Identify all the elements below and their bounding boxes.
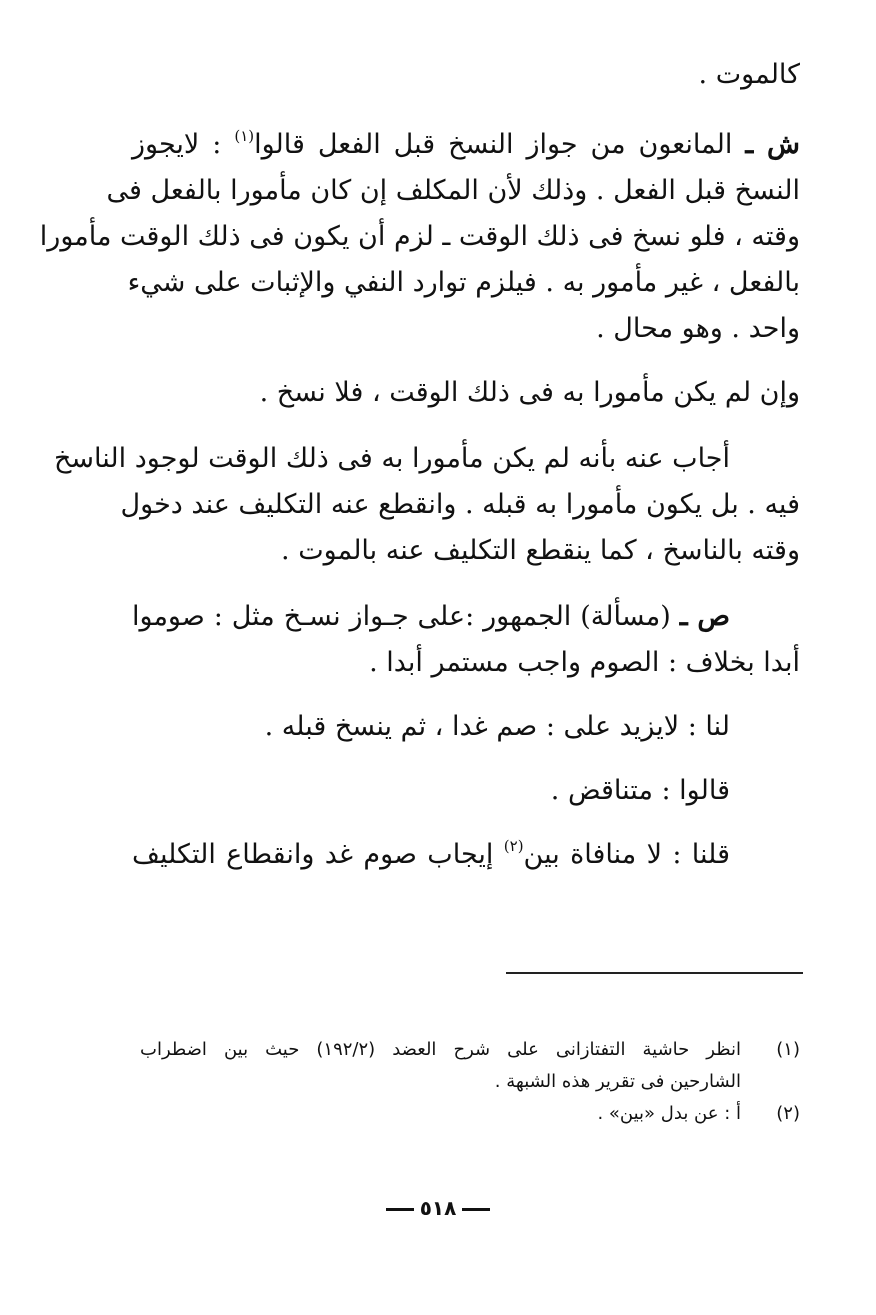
text-line-12 [369,640,800,686]
page-number [0,1196,876,1220]
line-text: (مسألة) الجمهور :على جـواز نسـخ مثل : صوموا [132,601,671,632]
line-text: قالوا : متناقض . [550,775,730,806]
folio-dash [386,1208,414,1211]
footnote-2-number: (٢) [776,1103,800,1124]
footnote-1-line-1: انظر حاشية التفتازانى على شرح العضد (١٩٢/٢) حيث بين اضطراب [140,1039,742,1060]
footnote-ref-2[interactable]: (٢) [503,837,524,855]
text-line-9 [120,482,800,528]
footnote-divider [506,972,803,974]
text-line-5 [127,260,800,306]
text-line-13 [265,704,730,750]
text-line-15 [132,832,730,878]
text-line-8 [53,436,730,482]
line-text: إيجاب صوم غد وانقطاع التكليف [132,839,494,870]
footnote-2-line-1: أ : عن بدل «بين» . [597,1103,741,1124]
text-line-6 [596,306,800,352]
text-line-14 [551,768,730,814]
line-text: أبدا بخلاف : الصوم واجب مستمر أبدا . [369,647,800,678]
commentary-marker: ش ـ [745,129,800,160]
footnote-1-number: (١) [776,1039,800,1060]
line-text: كالموت . [698,59,800,90]
text-line-1 [699,52,800,98]
text-line-2 [132,122,800,168]
line-text: قلنا : لا منافاة بين [523,839,730,870]
line-text: المانعون من جواز النسخ قبل الفعل قالوا [254,129,733,160]
line-text: النسخ قبل الفعل . وذلك لأن المكلف إن كان مأمورا بالفعل فى [106,175,800,206]
line-text: وإن لم يكن مأمورا به فى ذلك الوقت ، فلا نسخ . [259,377,800,408]
text-line-11 [132,594,730,640]
footnote-1-line-2: الشارحين فى تقرير هذه الشبهة . [494,1071,741,1092]
line-text: أجاب عنه بأنه لم يكن مأمورا به فى ذلك الوقت لوجود الناسخ [53,443,730,474]
text-line-4 [39,214,800,260]
line-text: بالفعل ، غير مأمور به . فيلزم توارد النفي والإثبات على شيء [127,267,800,298]
page-number-text: ٥١٨ [419,1196,457,1220]
text-line-3 [106,168,800,214]
text-marker: ص ـ [679,601,730,632]
line-text: : لايجوز [132,129,222,160]
line-text: وقته ، فلو نسخ فى ذلك الوقت ـ لزم أن يكون فى ذلك الوقت مأمورا [39,221,800,252]
folio-dash [462,1208,490,1211]
line-text: واحد . وهو محال . [596,313,800,344]
line-text: فيه . بل يكون مأمورا به قبله . وانقطع عنه التكليف عند دخول [120,489,800,520]
footnote-ref-1[interactable]: (١) [234,127,255,145]
text-line-7 [260,370,800,416]
text-line-10 [281,528,800,574]
line-text: لنا : لايزيد على : صم غدا ، ثم ينسخ قبله . [264,711,730,742]
line-text: وقته بالناسخ ، كما ينقطع التكليف عنه بالموت . [281,535,800,566]
